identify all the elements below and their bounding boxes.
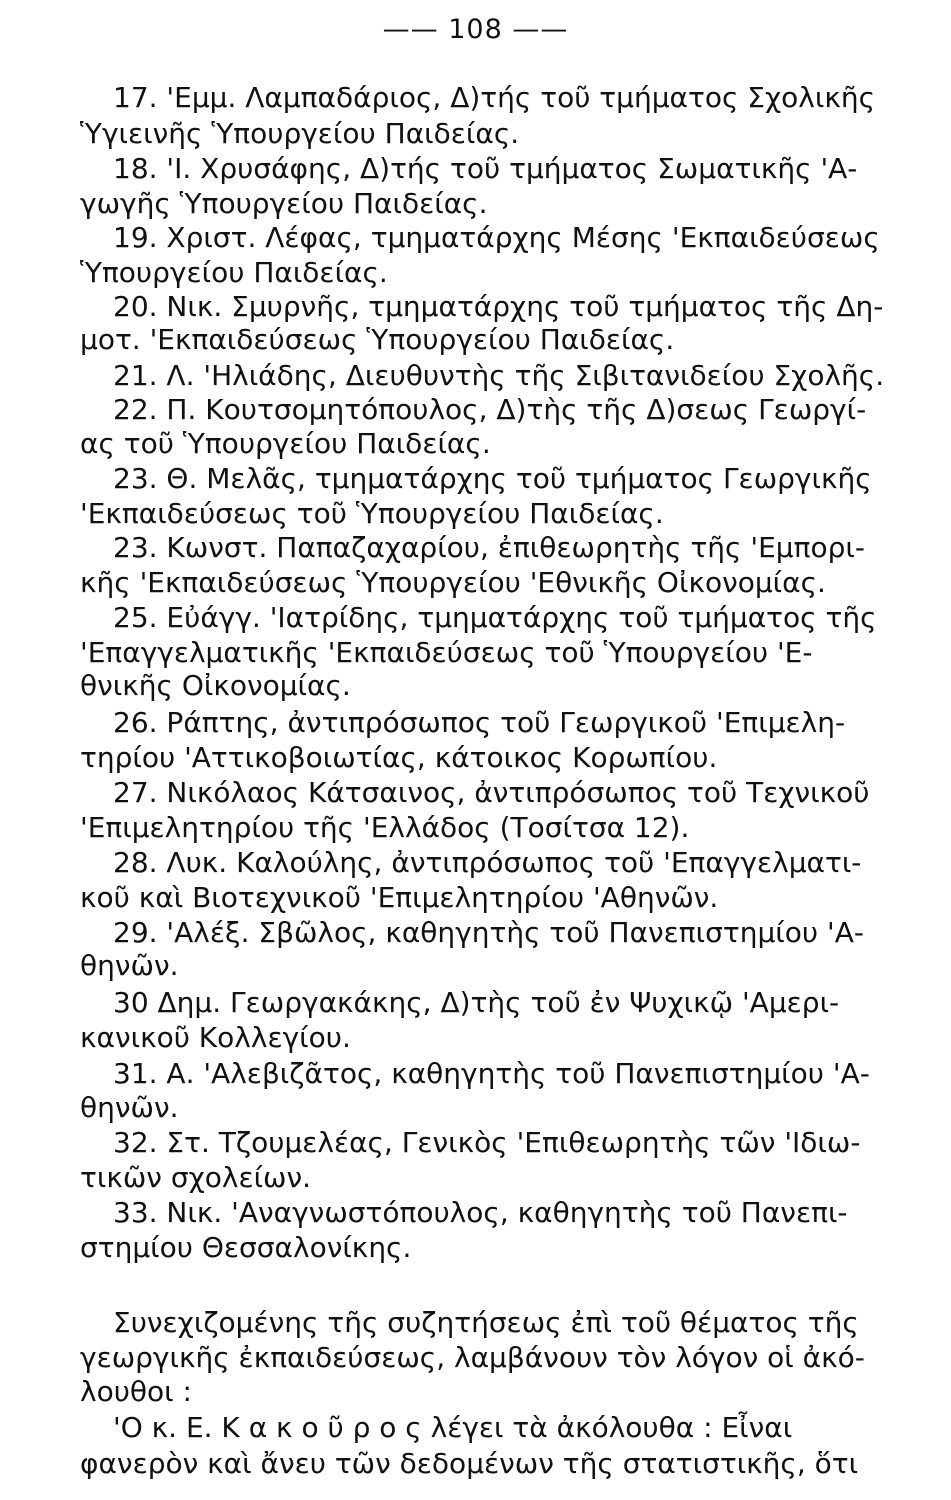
text-line: Ὑπουργείου Παιδείας. <box>80 256 388 289</box>
text-line: 'Εκπαιδεύσεως τοῦ Ὑπουργείου Παιδείας. <box>80 497 664 530</box>
text-line: 25. Εὐάγγ. 'Ιατρίδης, τμηματάρχης τοῦ τμήματος τῆς <box>113 601 877 634</box>
text-line: 17. 'Εμμ. Λαμπαδάριος, Δ)τής τοῦ τμήματος Σχολικῆς <box>113 81 876 114</box>
text-line: ας τοῦ Ὑπουργείου Παιδείας. <box>80 427 491 460</box>
text-line: 30 Δημ. Γεωργακάκης, Δ)τὴς τοῦ ἐν Ψυχικῷ 'Αμερι- <box>113 986 840 1019</box>
text-line: λουθοι : <box>80 1375 192 1408</box>
text-line: γωγῆς Ὑπουργείου Παιδείας. <box>80 187 488 220</box>
text-line: θνικῆς Οἰκονομίας. <box>80 669 351 702</box>
text-line: Ὑγιεινῆς Ὑπουργείου Παιδείας. <box>80 117 520 150</box>
text-line: θηνῶν. <box>80 949 179 982</box>
text-line: 23. Κωνστ. Παπαζαχαρίου, ἐπιθεωρητὴς τῆς 'Εμπορι- <box>113 531 865 564</box>
text-line: 31. Α. 'Αλεβιζᾶτος, καθηγητὴς τοῦ Πανεπιστημίου 'Α- <box>113 1057 870 1090</box>
text-line: 21. Λ. 'Ηλιάδης, Διευθυντὴς τῆς Σιβιτανιδείου Σχολῆς. <box>113 359 885 392</box>
text-line: 28. Λυκ. Καλούλης, ἀντιπρόσωπος τοῦ 'Επαγγελματι- <box>113 846 862 879</box>
text-line: 23. Θ. Μελᾶς, τμηματάρχης τοῦ τμήματος Γεωργικῆς <box>113 462 872 495</box>
text-line: 29. 'Αλέξ. Σβῶλος, καθηγητὴς τοῦ Πανεπιστημίου 'Α- <box>113 916 864 949</box>
text-line: 32. Στ. Τζουμελέας, Γενικὸς 'Επιθεωρητὴς τῶν 'Ιδιω- <box>113 1126 861 1159</box>
text-line: 22. Π. Κουτσομητόπουλος, Δ)τὴς τῆς Δ)σεως Γεωργί- <box>113 393 867 426</box>
text-line: τικῶν σχολείων. <box>80 1161 312 1194</box>
text-line: κανικοῦ Κολλεγίου. <box>80 1021 351 1054</box>
text-line: κοῦ καὶ Βιοτεχνικοῦ 'Επιμελητηρίου 'Αθηνῶν. <box>80 881 719 914</box>
text-line: μοτ. 'Εκπαιδεύσεως Ὑπουργείου Παιδείας. <box>80 323 675 356</box>
text-line: 18. 'Ι. Χρυσάφης, Δ)τής τοῦ τμήματος Σωματικῆς 'Α- <box>113 152 858 185</box>
text-line: 26. Ράπτης, ἀντιπρόσωπος τοῦ Γεωργικοῦ 'Επιμελη- <box>113 706 846 739</box>
text-line: κῆς 'Εκπαιδεύσεως Ὑπουργείου 'Εθνικῆς Οἰκονομίας. <box>80 566 826 599</box>
text-line: 'Επιμελητηρίου τῆς 'Ελλάδος (Τοσίτσα 12). <box>80 811 690 844</box>
text-line: τηρίου 'Αττικοβοιωτίας, κάτοικος Κορωπίου. <box>80 741 718 774</box>
text-line: γεωργικῆς ἐκπαιδεύσεως, λαμβάνουν τὸν λόγον οἱ ἀκό- <box>80 1341 865 1374</box>
text-line: 20. Νικ. Σμυρνῆς, τμηματάρχης τοῦ τμήματος τῆς Δη- <box>113 290 884 323</box>
text-line: φανερὸν καὶ ἄνευ τῶν δεδομένων τῆς στατιστικῆς, ὅτι <box>80 1447 859 1480</box>
text-line: 'Ο κ. Ε. Κ α κ ο ῦ ρ ο ς λέγει τὰ ἀκόλουθα : Εἶναι <box>113 1411 793 1444</box>
text-line: 'Επαγγελματικῆς 'Εκπαιδεύσεως τοῦ Ὑπουργείου 'Ε- <box>80 636 813 669</box>
text-line: 27. Νικόλαος Κάτσαινος, ἀντιπρόσωπος τοῦ Τεχνικοῦ <box>113 776 870 809</box>
text-line: στημίου Θεσσαλονίκης. <box>80 1231 412 1264</box>
text-line: 19. Χριστ. Λέφας, τμηματάρχης Μέσης 'Εκπαιδεύσεως <box>113 221 880 254</box>
text-line: θηνῶν. <box>80 1091 179 1124</box>
page-number: —— 108 —— <box>382 14 569 45</box>
text-line: Συνεχιζομένης τῆς συζητήσεως ἐπὶ τοῦ θέματος τῆς <box>113 1306 859 1339</box>
text-line: 33. Νικ. 'Αναγνωστόπουλος, καθηγητὴς τοῦ Πανεπι- <box>113 1196 848 1229</box>
